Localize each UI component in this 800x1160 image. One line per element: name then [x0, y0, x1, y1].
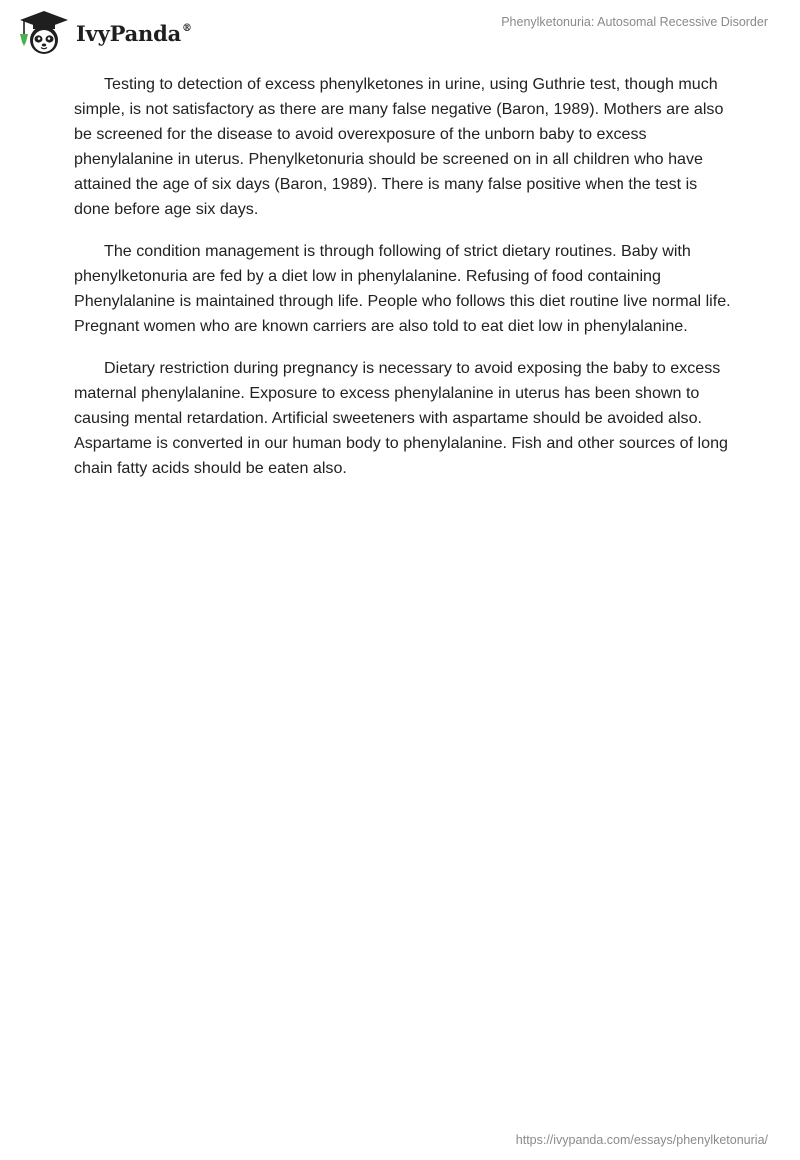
brand-name: IvyPanda®	[76, 20, 192, 46]
source-url[interactable]: https://ivypanda.com/essays/phenylketonuria/	[515, 1133, 768, 1147]
paragraph: Dietary restriction during pregnancy is necessary to avoid exposing the baby to excess maternal phenylalanine. Exposure to excess phenylalanine in uterus has been shown to causing mental retardation. Artificial sweeteners with aspartame should be avoided also. Aspartame is converted in our human body to phenylalanine. Fish and other sources of long chain fatty acids should be eaten also.	[74, 359, 728, 477]
essay-body	[74, 72, 734, 498]
registered-mark: ®	[182, 22, 192, 34]
paragraph: Testing to detection of excess phenylketones in urine, using Guthrie test, though much simple, is not satisfactory as there are many false negative (Baron, 1989). Mothers are also be screened for the disease to avoid overexposure of the unborn baby to excess phenylalanine in uterus. Phenylketonuria should be screened on in all children who have attained the age of six days (Baron, 1989). There is many false positive when the test is done before age six days.	[74, 75, 724, 218]
panda-graduation-cap-icon	[14, 8, 74, 56]
page-header	[0, 0, 800, 64]
paragraph: The condition management is through following of strict dietary routines. Baby with phenylketonuria are fed by a diet low in phenylalanine. Refusing of food containing Phenylalanine is maintained through life. People who follows this diet routine live normal life. Pregnant women who are known carriers are also told to eat diet low in phenylalanine.	[74, 242, 731, 335]
document-title: Phenylketonuria: Autosomal Recessive Disorder	[501, 15, 768, 29]
brand-logo[interactable]	[14, 8, 192, 56]
